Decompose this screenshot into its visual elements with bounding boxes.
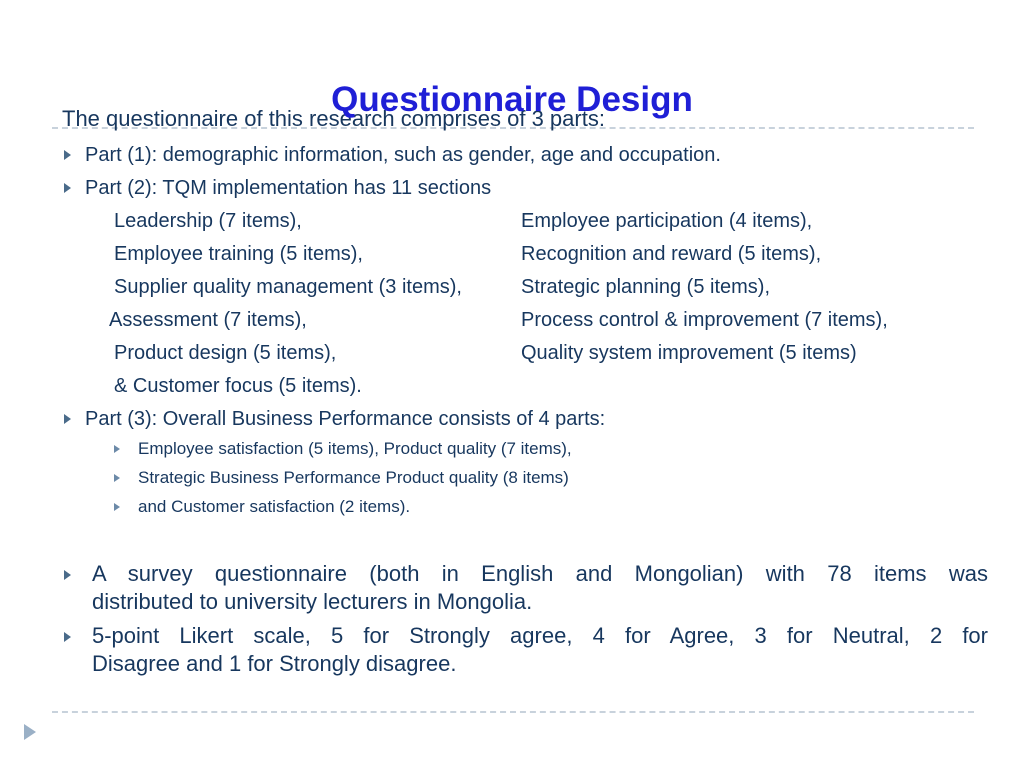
triangle-bullet-icon bbox=[114, 445, 120, 453]
section-right-2: Recognition and reward (5 items), bbox=[521, 243, 822, 265]
survey-paragraph bbox=[92, 560, 988, 616]
part2-item bbox=[64, 174, 491, 202]
triangle-bullet-icon bbox=[114, 474, 120, 482]
section-right-3: Strategic planning (5 items), bbox=[521, 276, 771, 298]
section-right-5: Quality system improvement (5 items) bbox=[521, 342, 857, 364]
next-slide-arrow-icon[interactable] bbox=[24, 724, 36, 740]
triangle-bullet-icon bbox=[64, 570, 71, 580]
triangle-bullet-icon bbox=[64, 183, 71, 193]
triangle-bullet-icon bbox=[64, 414, 71, 424]
triangle-bullet-icon bbox=[64, 632, 71, 642]
part3-subitem-text: Employee satisfaction (5 items), Product quality (7 items), bbox=[138, 439, 572, 458]
part1-text: Part (1): demographic information, such as gender, age and occupation. bbox=[85, 144, 721, 166]
section-left-5: Product design (5 items), bbox=[114, 342, 337, 364]
section-left-2: Employee training (5 items), bbox=[114, 243, 363, 265]
part3-item bbox=[64, 405, 605, 433]
part3-subitem-text: and Customer satisfaction (2 items). bbox=[138, 497, 411, 516]
intro-text: The questionnaire of this research comprises of 3 parts: bbox=[62, 106, 605, 131]
likert-line-2: Disagree and 1 for Strongly disagree. bbox=[92, 651, 457, 676]
section-left-4: Assessment (7 items), bbox=[109, 309, 307, 331]
survey-line-2: distributed to university lecturers in Mongolia. bbox=[92, 589, 533, 614]
part2-text: Part (2): TQM implementation has 11 sections bbox=[85, 177, 492, 199]
triangle-bullet-icon bbox=[114, 503, 120, 511]
triangle-bullet-icon bbox=[64, 150, 71, 160]
part3-text: Part (3): Overall Business Performance consists of 4 parts: bbox=[85, 408, 606, 430]
likert-paragraph bbox=[92, 622, 988, 678]
survey-line-1: A survey questionnaire (both in English and Mongolian) with 78 items was bbox=[92, 561, 988, 586]
part1-item bbox=[64, 141, 721, 169]
part3-subitem bbox=[114, 495, 410, 519]
part3-subitem-text: Strategic Business Performance Product quality (8 items) bbox=[138, 468, 569, 487]
section-left-3: Supplier quality management (3 items), bbox=[114, 276, 462, 298]
section-right-4: Process control & improvement (7 items), bbox=[521, 309, 888, 331]
likert-line-1: 5-point Likert scale, 5 for Strongly agree, 4 for Agree, 3 for Neutral, 2 for bbox=[92, 623, 988, 648]
section-left-1: Leadership (7 items), bbox=[114, 210, 302, 232]
section-right-1: Employee participation (4 items), bbox=[521, 210, 813, 232]
part3-subitem bbox=[114, 466, 569, 490]
slide-title: Questionnaire Design bbox=[331, 80, 693, 119]
bottom-divider bbox=[52, 711, 974, 713]
section-left-6: & Customer focus (5 items). bbox=[114, 375, 362, 397]
part3-subitem bbox=[114, 437, 572, 461]
